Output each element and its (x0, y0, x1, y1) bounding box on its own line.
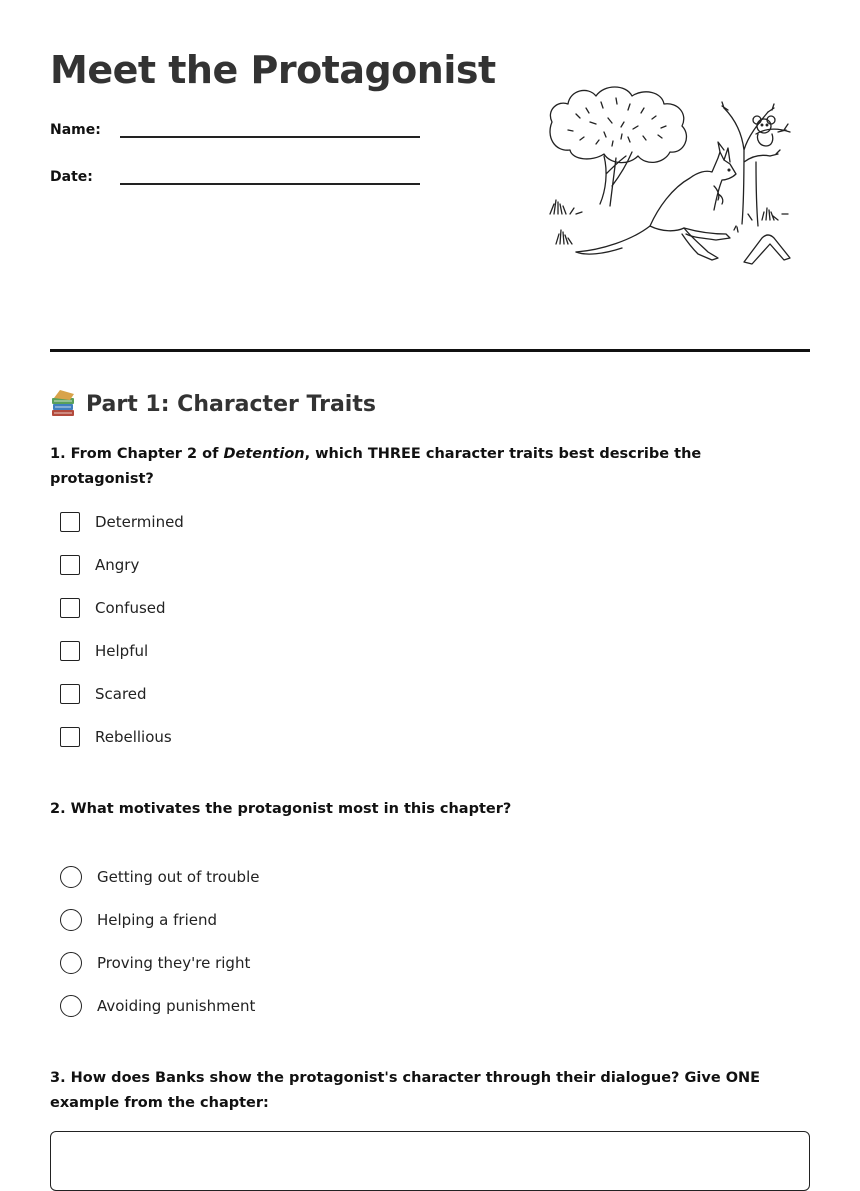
motivation-radio[interactable] (60, 866, 82, 888)
books-icon (50, 390, 76, 418)
page-title: Meet the Protagonist (50, 48, 496, 92)
trait-option[interactable] (60, 510, 184, 534)
date-line[interactable] (120, 183, 420, 185)
motivation-radio[interactable] (60, 909, 82, 931)
trait-option[interactable] (60, 682, 147, 706)
header-divider (50, 349, 810, 352)
motivation-label: Proving they're right (97, 954, 251, 972)
motivation-radio[interactable] (60, 995, 82, 1017)
trait-label: Angry (95, 556, 140, 574)
kangaroo-koala-bush-icon (546, 82, 802, 274)
answer-box[interactable] (50, 1131, 810, 1191)
motivation-label: Getting out of trouble (97, 868, 260, 886)
motivation-option[interactable] (60, 865, 259, 889)
name-label: Name: (50, 122, 101, 138)
trait-label: Determined (95, 513, 184, 531)
trait-checkbox[interactable] (60, 512, 80, 532)
question-3: 3. How does Banks show the protagonist's character through their dialogue? Give ONE example from the chapter: (50, 1070, 761, 1111)
motivation-label: Avoiding punishment (97, 997, 256, 1015)
trait-checkbox[interactable] (60, 598, 80, 618)
trait-checkbox[interactable] (60, 727, 80, 747)
trait-label: Rebellious (95, 728, 172, 746)
trait-checkbox[interactable] (60, 555, 80, 575)
trait-option[interactable] (60, 639, 148, 663)
trait-option[interactable] (60, 725, 172, 749)
part1-heading (50, 388, 376, 420)
motivation-radio[interactable] (60, 952, 82, 974)
trait-label: Confused (95, 599, 166, 617)
trait-option[interactable] (60, 553, 139, 577)
date-label: Date: (50, 169, 93, 185)
question-2: 2. What motivates the protagonist most in this chapter? (50, 801, 512, 817)
section-title: Part 1: Character Traits (86, 391, 376, 417)
question-1-text-after: , which THREE character traits best describe the protagonist? (50, 446, 702, 487)
question-1-text-before: 1. From Chapter 2 of (50, 446, 224, 462)
motivation-option[interactable] (60, 951, 250, 975)
book-title: Detention (223, 446, 305, 462)
trait-option[interactable] (60, 596, 166, 620)
name-line[interactable] (120, 136, 420, 138)
trait-label: Scared (95, 685, 147, 703)
trait-checkbox[interactable] (60, 641, 80, 661)
question-1 (50, 442, 810, 492)
trait-checkbox[interactable] (60, 684, 80, 704)
trait-label: Helpful (95, 642, 149, 660)
date-field[interactable] (50, 169, 430, 199)
motivation-option[interactable] (60, 994, 255, 1018)
motivation-label: Helping a friend (97, 911, 217, 929)
motivation-option[interactable] (60, 908, 217, 932)
name-field[interactable] (50, 122, 430, 152)
